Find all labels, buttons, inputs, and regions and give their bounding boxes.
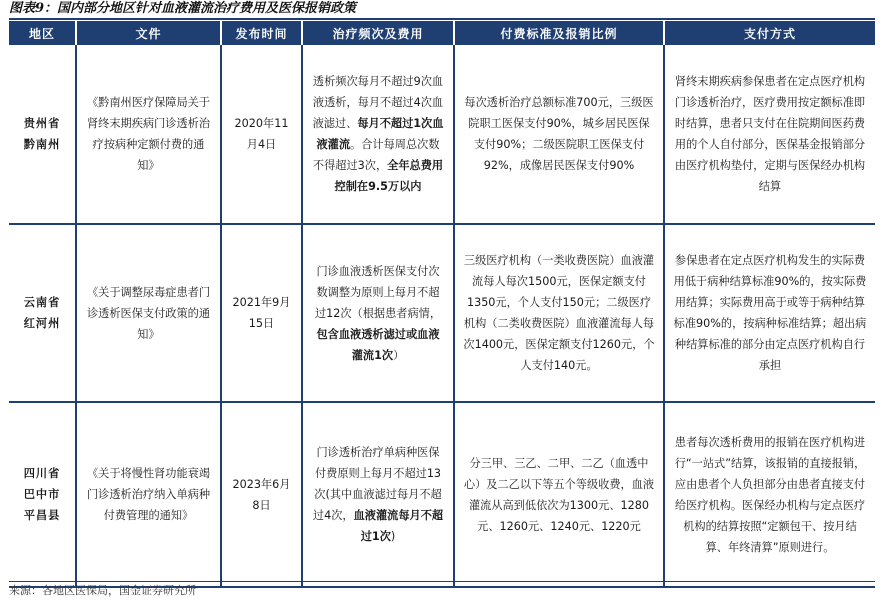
standard-cell: 分三甲、三乙、二甲、二乙（血透中心）及二乙以下等五个等级收费，血液灌流从高到低依次为1300元、1280元、1260元、1240元、1220元	[454, 402, 664, 587]
document-cell: 《黔南州医疗保障局关于肾终末期疾病门诊透析治疗按病种定额付费的通知》	[76, 45, 221, 224]
region-line: 黔南州	[23, 138, 61, 151]
region-cell	[9, 224, 76, 402]
frequency-highlight: 包含血液透析滤过或血液灌流1次	[316, 327, 440, 362]
header-payment: 支付方式	[664, 21, 875, 45]
frequency-highlight: 每月不超过1次血液灌流	[316, 117, 444, 151]
date-cell: 2021年9月15日	[221, 224, 302, 402]
payment-cell: 患者每次透析费用的报销在医疗机构进行“一站式”结算，该报销的直接报销，应由患者个人负担部分由患者直接支付给医疗机构。医保经办机构与定点医疗机构的结算按照“定额包干、按月结算、年终清算”原则进行。	[664, 402, 875, 587]
frequency-cell	[302, 45, 454, 224]
payment-cell: 参保患者在定点医疗机构发生的实际费用低于病种结算标准90%的，按实际费用结算；实际费用高于或等于病种结算标准90%的，按病种标准结算；超出病种结算标准的部分由定点医疗机构自行承担	[664, 224, 875, 402]
date-cell: 2020年11月4日	[221, 45, 302, 224]
frequency-highlight: 全年总费用控制在9.5万以内	[334, 159, 444, 193]
header-document: 文件	[76, 21, 221, 45]
source-rule	[9, 581, 875, 582]
figure-title: 图表9：国内部分地区针对血液灌流治疗费用及医保报销政策	[9, 1, 357, 16]
region-line: 贵州省	[23, 117, 61, 130]
frequency-highlight: 血液灌流每月不超过1次	[353, 509, 444, 543]
region-line: 四川省	[23, 467, 61, 480]
table-row	[9, 45, 875, 224]
region-cell	[9, 402, 76, 587]
frequency-text: 。合计每周总次数不得超过3次，	[312, 138, 440, 172]
frequency-cell	[302, 224, 454, 402]
standard-cell: 三级医疗机构（一类收费医院）血液灌流每人每次1500元，医保定额支付1350元，个人支付150元；二级医疗机构（二类收费医院）血液灌流每人每次1400元，医保定额支付1260元，个人支付140元。	[454, 224, 664, 402]
document-cell: 《关于调整尿毒症患者门诊透析医保支付政策的通知》	[76, 224, 221, 402]
region-line: 平昌县	[23, 509, 61, 522]
header-standard: 付费标准及报销比例	[454, 21, 664, 45]
title-rule	[9, 18, 875, 20]
document-cell: 《关于将慢性肾功能衰竭门诊透析治疗纳入单病种付费管理的通知》	[76, 402, 221, 587]
frequency-text: )	[390, 530, 396, 543]
table-row	[9, 402, 875, 587]
header-frequency: 治疗频次及费用	[302, 21, 454, 45]
payment-cell: 肾终末期疾病参保患者在定点医疗机构门诊透析治疗，医疗费用按定额标准即时结算，患者只支付在住院期间医药费用的个人自付部分，医保基金报销部分由医疗机构垫付，定期与医保经办机构结算	[664, 45, 875, 224]
region-line: 云南省	[23, 296, 61, 309]
frequency-text: 门诊血液透析医保支付次数调整为原则上每月不超过12次（根据患者病情，	[314, 264, 442, 320]
header-date: 发布时间	[221, 21, 302, 45]
region-cell	[9, 45, 76, 224]
frequency-text: 门诊透析治疗单病种医保付费原则上每月不超过13次(其中血液滤过每月不超过4次，	[312, 446, 442, 522]
header-region: 地区	[9, 21, 76, 45]
frequency-text: 透析频次每月不超过9次血液透析，每月不超过4次血液滤过、	[312, 75, 444, 130]
date-cell: 2023年6月8日	[221, 402, 302, 587]
source-note: 来源：各地区医保局，国金证券研究所	[9, 584, 196, 597]
policy-table	[9, 21, 875, 588]
frequency-cell	[302, 402, 454, 587]
header-row	[9, 21, 875, 45]
table-row	[9, 224, 875, 402]
standard-cell: 每次透析治疗总额标准700元，三级医院职工医保支付90%，城乡居民医保支付90%；二级医院职工医保支付92%，成像居民医保支付90%	[454, 45, 664, 224]
region-line: 红河州	[23, 317, 61, 330]
frequency-text: ）	[393, 348, 405, 362]
region-line: 巴中市	[23, 488, 61, 501]
